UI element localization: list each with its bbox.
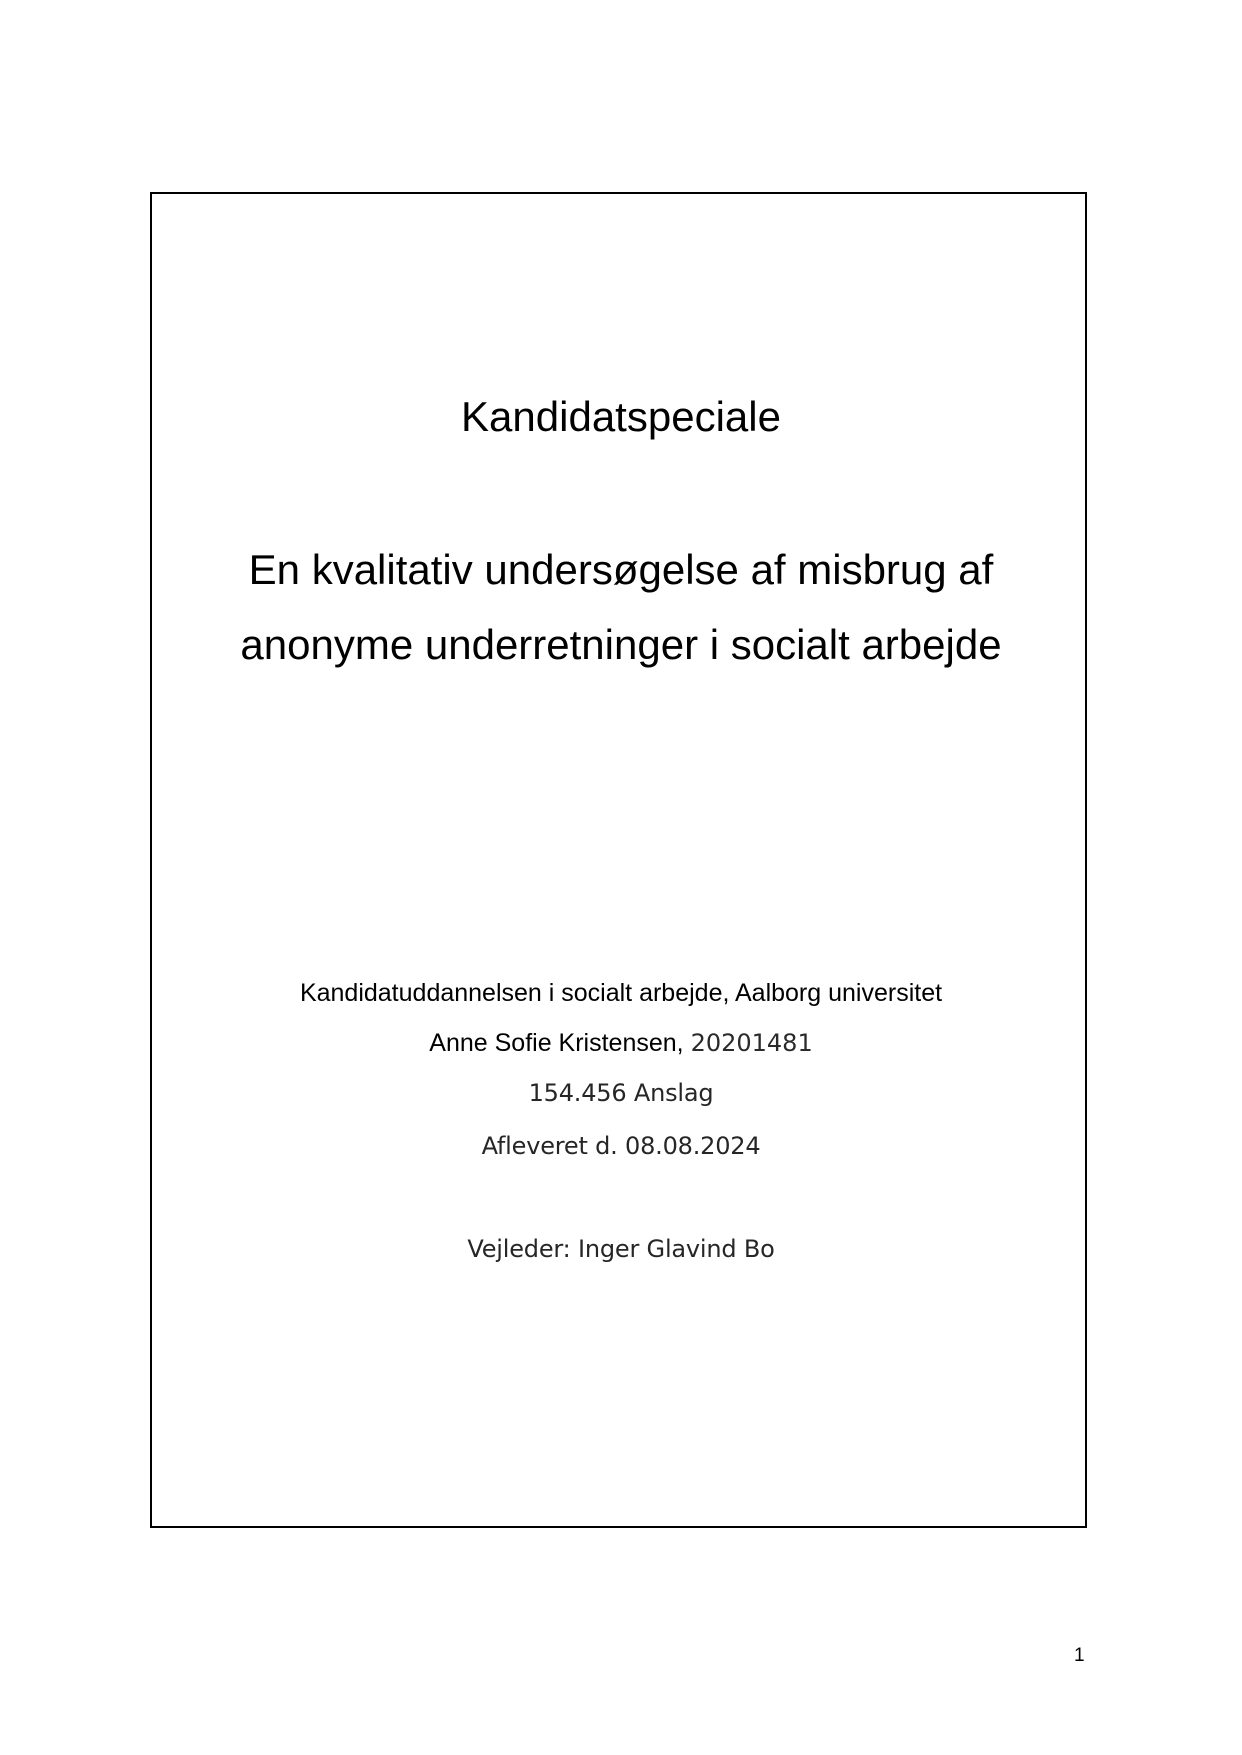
author-name: Anne Sofie Kristensen, (429, 1029, 691, 1057)
advisor-line: Vejleder: Inger Glavind Bo (467, 1235, 775, 1263)
page-number: 1 (1074, 1645, 1085, 1666)
document-type-heading: Kandidatspeciale (461, 393, 781, 440)
author-line (0, 1028, 1242, 1058)
program-line: Kandidatuddannelsen i socialt arbejde, Aalborg universitet (299, 979, 943, 1007)
thesis-title-line-2: anonyme underretninger i socialt arbejde (240, 621, 1002, 668)
thesis-title-line-1: En kvalitativ undersøgelse af misbrug af (248, 546, 994, 593)
submission-date: Afleveret d. 08.08.2024 (481, 1132, 761, 1160)
student-number: 20201481 (690, 1029, 813, 1057)
character-count: 154.456 Anslag (528, 1079, 714, 1107)
